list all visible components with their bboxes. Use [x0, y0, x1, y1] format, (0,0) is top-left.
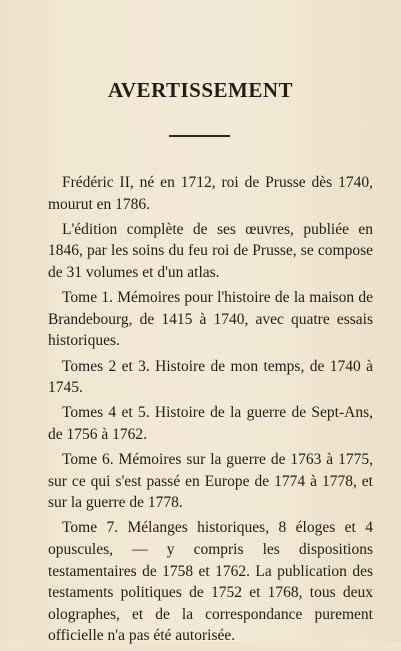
body-text [48, 172, 373, 651]
page-title: AVERTISSEMENT [107, 78, 294, 102]
paragraph-edition: L'édition complète de ses œuvres, publiée en 1846, par les soins du feu roi de Prusse, se compose de 31 volumes et d'un atlas. [48, 220, 373, 281]
paragraph-tome-7: Tome 7. Mélanges historiques, 8 éloges et 4 opuscules, — y compris les dispositions testamentaires de 1758 et 1762. La publication des testaments politiques de 1752 et 1768, tous deux olographes, et de la correspondance purement officielle n'a pas été autorisée. [48, 519, 373, 645]
paragraph-tomes-4-5: Tomes 4 et 5. Histoire de la guerre de Sept-Ans, de 1756 à 1762. [48, 404, 373, 443]
paragraph-intro: Frédéric II, né en 1712, roi de Prusse dès 1740, mourut en 1786. [48, 174, 373, 213]
paragraph-tome-6: Tome 6. Mémoires sur la guerre de 1763 à 1775, sur ce qui s'est passé en Europe de 1774 à 1778, et sur la guerre de 1778. [48, 451, 373, 512]
title-divider [169, 135, 230, 137]
paragraph-tomes-2-3: Tomes 2 et 3. Histoire de mon temps, de 1740 à 1745. [48, 357, 373, 397]
paragraph-tome-1: Tome 1. Mémoires pour l'histoire de la maison de Brandebourg, de 1415 à 1740, avec quatre essais historiques. [48, 289, 373, 350]
